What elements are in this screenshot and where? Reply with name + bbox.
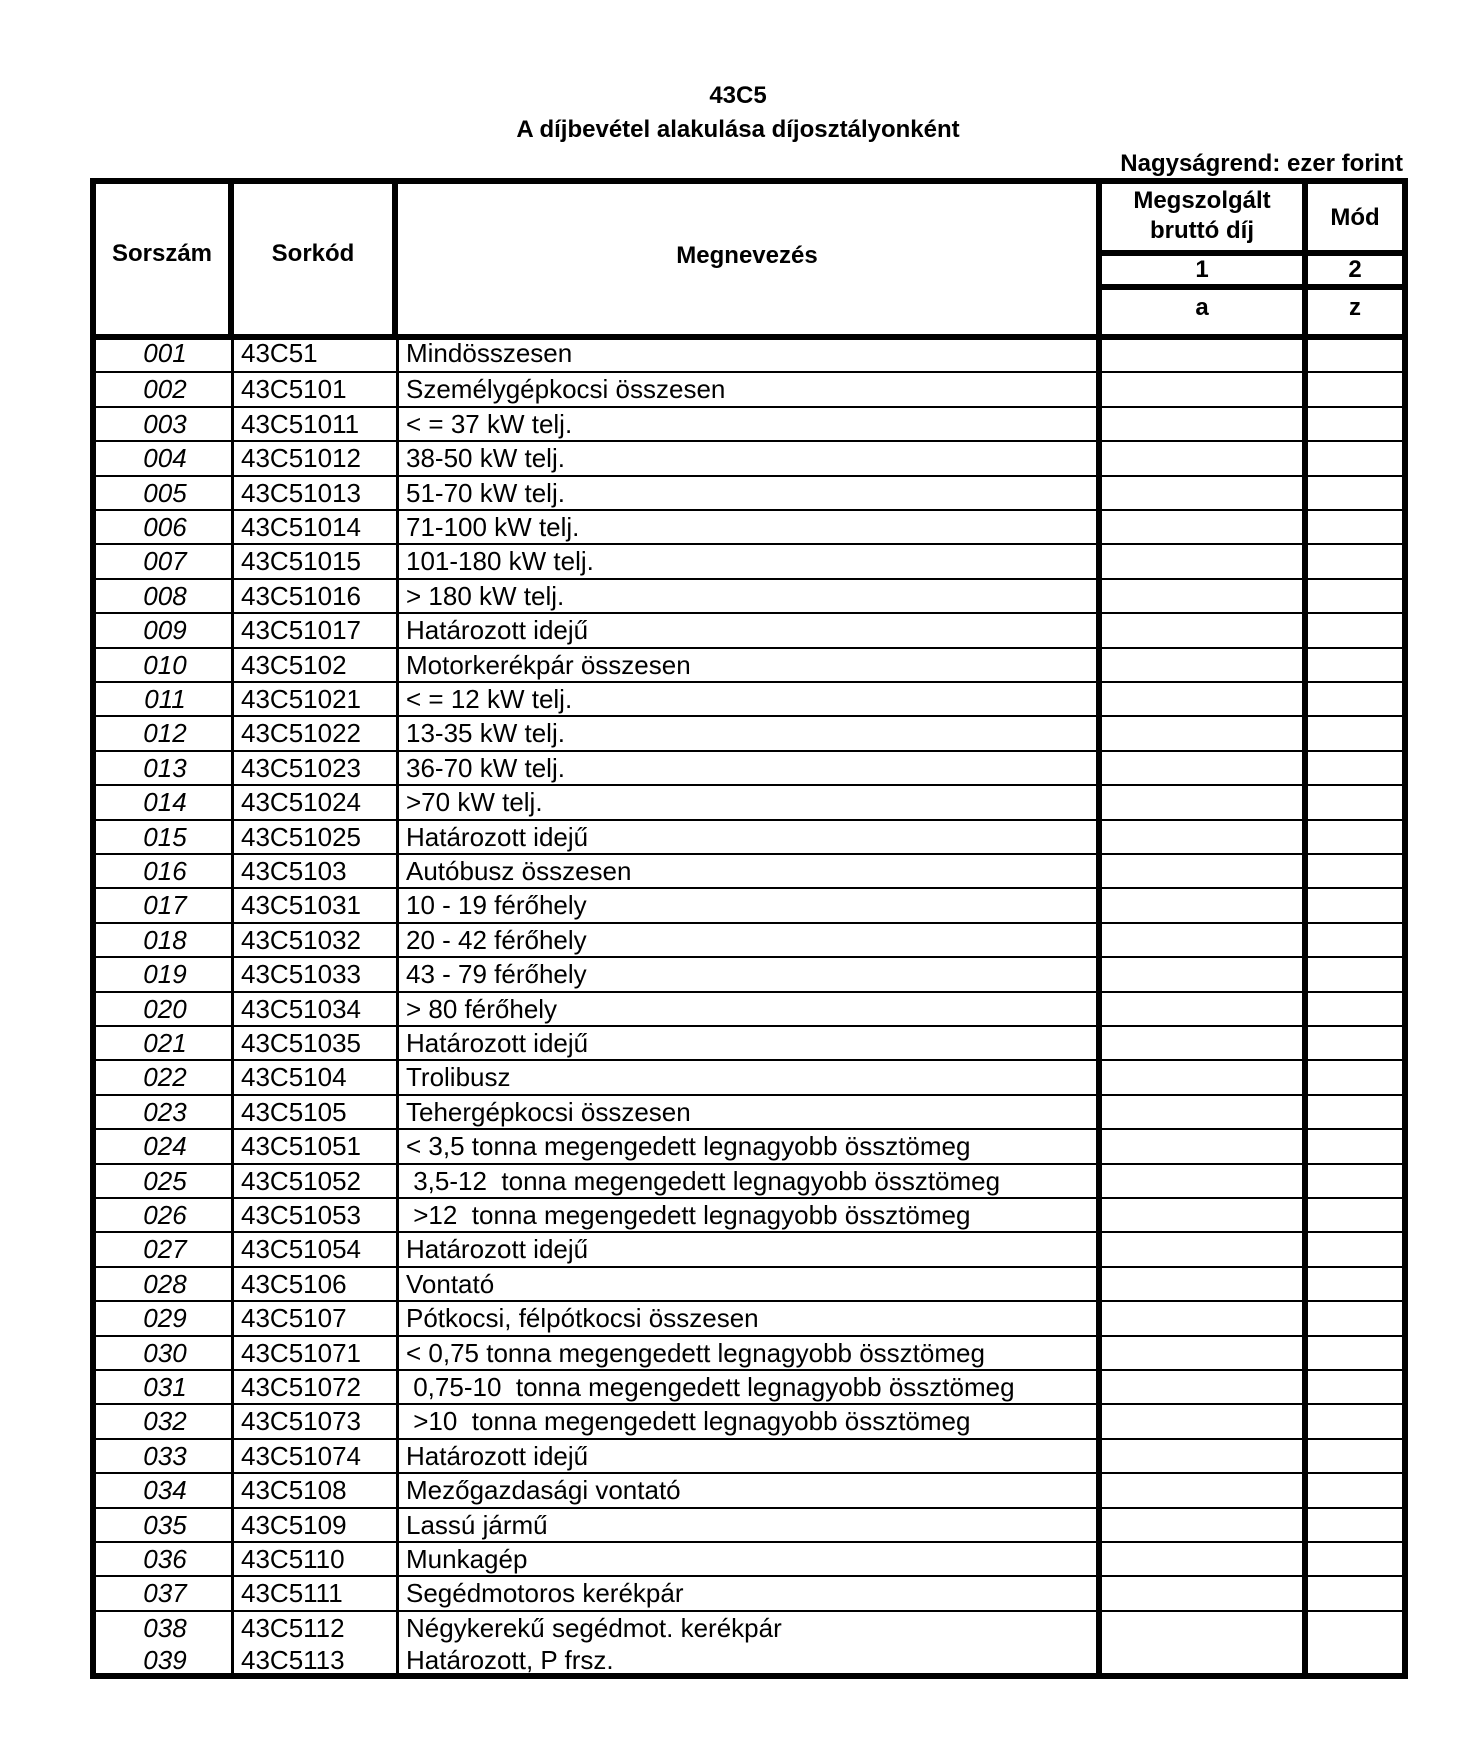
table-row [96, 1059, 1402, 1093]
row-name: Pótkocsi, félpótkocsi összesen [406, 1303, 759, 1334]
row-code: 43C51013 [241, 477, 361, 508]
row-mode-cell[interactable] [1308, 1509, 1402, 1541]
row-mode-cell[interactable] [1308, 408, 1402, 440]
row-mode-cell[interactable] [1308, 1302, 1402, 1334]
row-mode-cell[interactable] [1308, 1130, 1402, 1162]
row-code: 43C51015 [241, 546, 361, 577]
row-code: 43C51052 [241, 1165, 361, 1196]
table-row [96, 578, 1402, 612]
row-mode-cell[interactable] [1308, 1612, 1402, 1644]
row-code: 43C51035 [241, 1028, 361, 1058]
row-value-cell[interactable] [1102, 1302, 1302, 1334]
row-code: 43C5110 [241, 1544, 345, 1574]
row-number: 025 [143, 1165, 187, 1196]
row-mode-cell[interactable] [1308, 1474, 1402, 1506]
row-value-cell[interactable] [1102, 1371, 1302, 1403]
row-number: 014 [143, 787, 187, 818]
table-row [96, 543, 1402, 577]
row-code: 43C51017 [241, 615, 361, 646]
row-code: 43C5103 [241, 856, 347, 886]
row-mode-cell[interactable] [1308, 477, 1402, 509]
row-name: 0,75-10 tonna megengedett legnagyobb össztömeg [406, 1372, 1015, 1402]
table-body [90, 337, 1408, 1679]
row-code: 43C51034 [241, 993, 361, 1024]
row-mode-cell[interactable] [1308, 1405, 1402, 1437]
row-value-cell[interactable] [1102, 442, 1302, 474]
row-name: Határozott idejű [406, 1234, 589, 1265]
table-row [96, 1438, 1402, 1472]
table-row [96, 1094, 1402, 1128]
row-number: 015 [143, 821, 187, 852]
row-value-cell[interactable] [1102, 580, 1302, 612]
table-row [96, 1541, 1402, 1575]
row-name: Határozott, P frsz. [406, 1645, 614, 1676]
row-number: 035 [143, 1509, 187, 1540]
row-number: 005 [143, 477, 187, 508]
row-number: 034 [143, 1475, 187, 1506]
header-col1-title-line1: Megszolgált [1133, 187, 1271, 214]
row-number: 017 [143, 890, 187, 921]
row-name: >70 kW telj. [406, 787, 543, 818]
header-sorkod: Sorkód [271, 240, 355, 267]
row-number: 027 [143, 1234, 187, 1265]
header-col2-letter: z [1349, 294, 1361, 321]
row-name: Határozott idejű [406, 615, 589, 646]
row-mode-cell[interactable] [1308, 442, 1402, 474]
row-mode-cell[interactable] [1308, 889, 1402, 921]
row-code: 43C51021 [241, 684, 361, 714]
table-row [96, 371, 1402, 405]
row-value-cell[interactable] [1102, 477, 1302, 509]
table-row [96, 1610, 1402, 1644]
row-mode-cell[interactable] [1308, 649, 1402, 681]
row-mode-cell[interactable] [1308, 1027, 1402, 1059]
table-row [96, 1266, 1402, 1300]
row-name: Lassú jármű [406, 1509, 548, 1540]
row-number: 031 [143, 1372, 187, 1402]
row-name: 20 - 42 férőhely [406, 924, 587, 955]
row-number: 016 [143, 856, 187, 886]
row-mode-cell[interactable] [1308, 511, 1402, 543]
row-number: 011 [144, 684, 186, 714]
row-code: 43C51073 [241, 1406, 361, 1437]
row-value-cell[interactable] [1102, 924, 1302, 956]
row-name: 36-70 kW telj. [406, 752, 565, 783]
row-number: 033 [143, 1440, 187, 1471]
row-mode-cell[interactable] [1308, 1371, 1402, 1403]
row-code: 43C51016 [241, 580, 361, 611]
table-header [90, 178, 1408, 340]
row-value-cell[interactable] [1102, 373, 1302, 405]
row-value-cell[interactable] [1102, 337, 1302, 371]
header-sorszam: Sorszám [111, 240, 213, 267]
row-code: 43C5112 [241, 1612, 345, 1643]
row-name: Határozott idejű [406, 821, 589, 852]
row-name: Motorkerékpár összesen [406, 649, 691, 680]
row-value-cell[interactable] [1102, 649, 1302, 681]
row-value-cell[interactable] [1102, 1509, 1302, 1541]
header-col2-num: 2 [1348, 256, 1362, 283]
row-value-cell[interactable] [1102, 1027, 1302, 1059]
header-col2-title: Mód [1330, 204, 1380, 231]
table-row [96, 1472, 1402, 1506]
row-value-cell[interactable] [1102, 1233, 1302, 1265]
row-code: 43C51025 [241, 821, 361, 852]
row-name: >12 tonna megengedett legnagyobb össztömeg [406, 1200, 971, 1230]
row-name: 10 - 19 férőhely [406, 890, 587, 921]
table-row [96, 1575, 1402, 1609]
row-number: 029 [143, 1303, 187, 1334]
row-code: 43C5111 [241, 1578, 343, 1609]
row-mode-cell[interactable] [1308, 1337, 1402, 1369]
row-value-cell[interactable] [1102, 993, 1302, 1025]
row-mode-cell[interactable] [1308, 545, 1402, 577]
row-number: 006 [143, 512, 187, 542]
row-value-cell[interactable] [1102, 408, 1302, 440]
row-name: Vontató [406, 1268, 495, 1299]
row-mode-cell[interactable] [1308, 717, 1402, 749]
row-value-cell[interactable] [1102, 1543, 1302, 1575]
row-mode-cell[interactable] [1308, 1543, 1402, 1575]
row-name: < 3,5 tonna megengedett legnagyobb össztömeg [406, 1131, 971, 1162]
row-mode-cell[interactable] [1308, 1644, 1402, 1678]
row-code: 43C5102 [241, 649, 347, 680]
row-code: 43C51011 [241, 408, 360, 439]
row-number: 028 [143, 1268, 187, 1299]
row-name: Trolibusz [406, 1062, 511, 1093]
row-number: 032 [143, 1406, 187, 1437]
row-number: 013 [143, 752, 187, 783]
table-row [96, 1163, 1402, 1197]
page-title: A díjbevétel alakulása díjosztályonként [516, 116, 960, 143]
row-code: 43C51072 [241, 1372, 361, 1402]
row-value-cell[interactable] [1102, 1061, 1302, 1093]
table-code: 43C5 [709, 82, 767, 109]
table-row [96, 991, 1402, 1025]
row-value-cell[interactable] [1102, 717, 1302, 749]
row-number: 012 [143, 718, 187, 749]
row-number: 039 [143, 1645, 187, 1676]
row-mode-cell[interactable] [1308, 1061, 1402, 1093]
row-mode-cell[interactable] [1308, 683, 1402, 715]
table-row [96, 1644, 1402, 1678]
table-row [96, 1025, 1402, 1059]
row-value-cell[interactable] [1102, 1612, 1302, 1644]
row-name: Személygépkocsi összesen [406, 374, 726, 405]
row-value-cell[interactable] [1102, 1096, 1302, 1128]
row-value-cell[interactable] [1102, 786, 1302, 818]
row-value-cell[interactable] [1102, 855, 1302, 887]
table-row [96, 853, 1402, 887]
row-name: Határozott idejű [406, 1028, 589, 1058]
row-number: 001 [143, 338, 187, 368]
row-mode-cell[interactable] [1308, 855, 1402, 887]
row-name: > 80 férőhely [406, 993, 558, 1024]
row-name: Mezőgazdasági vontató [406, 1475, 681, 1506]
row-value-cell[interactable] [1102, 1405, 1302, 1437]
row-mode-cell[interactable] [1308, 1577, 1402, 1609]
table-row [96, 612, 1402, 646]
row-number: 022 [143, 1062, 187, 1093]
row-value-cell[interactable] [1102, 821, 1302, 853]
row-code: 43C51022 [241, 718, 361, 749]
row-name: 51-70 kW telj. [406, 477, 565, 508]
row-mode-cell[interactable] [1308, 373, 1402, 405]
row-number: 026 [143, 1200, 187, 1230]
row-name: 3,5-12 tonna megengedett legnagyobb össztömeg [406, 1165, 1001, 1196]
row-code: 43C51054 [241, 1234, 361, 1265]
table-row [96, 1335, 1402, 1369]
row-value-cell[interactable] [1102, 889, 1302, 921]
row-number: 036 [143, 1544, 187, 1574]
table-row [96, 1300, 1402, 1334]
table-row [96, 1231, 1402, 1265]
row-code: 43C5109 [241, 1509, 347, 1540]
table-row [96, 1507, 1402, 1541]
row-value-cell[interactable] [1102, 1577, 1302, 1609]
row-mode-cell[interactable] [1308, 993, 1402, 1025]
row-code: 43C5106 [241, 1268, 347, 1299]
row-code: 43C5113 [241, 1645, 345, 1676]
row-number: 037 [143, 1578, 187, 1609]
row-number: 004 [143, 443, 187, 474]
row-number: 009 [143, 615, 187, 646]
table-row [96, 337, 1402, 371]
row-name: >10 tonna megengedett legnagyobb össztömeg [406, 1406, 971, 1437]
row-number: 018 [143, 924, 187, 955]
table-row [96, 956, 1402, 990]
row-number: 024 [143, 1131, 187, 1162]
row-name: < = 12 kW telj. [406, 684, 573, 714]
row-value-cell[interactable] [1102, 683, 1302, 715]
row-name: Autóbusz összesen [406, 856, 632, 886]
row-number: 019 [143, 959, 187, 990]
row-name: Mindösszesen [406, 338, 573, 368]
table-row [96, 475, 1402, 509]
row-value-cell[interactable] [1102, 752, 1302, 784]
row-code: 43C5101 [241, 374, 347, 405]
row-code: 43C5108 [241, 1475, 347, 1506]
row-mode-cell[interactable] [1308, 752, 1402, 784]
row-number: 021 [143, 1028, 187, 1058]
row-name: Munkagép [406, 1544, 528, 1574]
table-row [96, 715, 1402, 749]
row-code: 43C51074 [241, 1440, 361, 1471]
row-code: 43C51 [241, 338, 318, 368]
row-name: 71-100 kW telj. [406, 512, 580, 542]
row-mode-cell[interactable] [1308, 1440, 1402, 1472]
row-number: 020 [143, 993, 187, 1024]
row-value-cell[interactable] [1102, 1474, 1302, 1506]
row-value-cell[interactable] [1102, 1644, 1302, 1678]
row-number: 030 [143, 1337, 187, 1368]
table-row [96, 509, 1402, 543]
row-value-cell[interactable] [1102, 1130, 1302, 1162]
row-code: 43C51071 [241, 1337, 361, 1368]
row-code: 43C5104 [241, 1062, 347, 1093]
row-name: Tehergépkocsi összesen [406, 1096, 691, 1127]
header-col1-title-line2: bruttó díj [1150, 217, 1254, 244]
table-row [96, 647, 1402, 681]
row-value-cell[interactable] [1102, 614, 1302, 646]
row-mode-cell[interactable] [1308, 614, 1402, 646]
row-name: 38-50 kW telj. [406, 443, 565, 474]
row-code: 43C5107 [241, 1303, 347, 1334]
row-mode-cell[interactable] [1308, 958, 1402, 990]
row-value-cell[interactable] [1102, 1199, 1302, 1231]
row-value-cell[interactable] [1102, 958, 1302, 990]
table-row [96, 1128, 1402, 1162]
row-name: 43 - 79 férőhely [406, 959, 587, 990]
row-code: 43C51051 [241, 1131, 361, 1162]
row-number: 038 [143, 1612, 187, 1643]
row-code: 43C51053 [241, 1200, 361, 1230]
row-mode-cell[interactable] [1308, 924, 1402, 956]
row-name: < 0,75 tonna megengedett legnagyobb össztömeg [406, 1337, 985, 1368]
table-row [96, 1403, 1402, 1437]
table-row [96, 406, 1402, 440]
row-mode-cell[interactable] [1308, 1233, 1402, 1265]
table-row [96, 1369, 1402, 1403]
row-code: 43C5105 [241, 1096, 347, 1127]
header-col1-letter: a [1195, 294, 1209, 321]
row-mode-cell[interactable] [1308, 821, 1402, 853]
row-name: Segédmotoros kerékpár [406, 1578, 684, 1609]
header-megnevezes: Megnevezés [676, 242, 818, 269]
row-name: > 180 kW telj. [406, 580, 565, 611]
table-row [96, 819, 1402, 853]
row-name: 101-180 kW telj. [406, 546, 594, 577]
row-mode-cell[interactable] [1308, 1268, 1402, 1300]
row-mode-cell[interactable] [1308, 786, 1402, 818]
table-row [96, 440, 1402, 474]
row-name: Négykerekű segédmot. kerékpár [406, 1612, 782, 1643]
table-row [96, 922, 1402, 956]
row-code: 43C51024 [241, 787, 361, 818]
table-row [96, 1197, 1402, 1231]
row-mode-cell[interactable] [1308, 580, 1402, 612]
row-code: 43C51033 [241, 959, 361, 990]
row-mode-cell[interactable] [1308, 1096, 1402, 1128]
table-row [96, 887, 1402, 921]
row-number: 008 [143, 580, 187, 611]
row-value-cell[interactable] [1102, 545, 1302, 577]
row-number: 010 [143, 649, 187, 680]
row-value-cell[interactable] [1102, 1337, 1302, 1369]
row-name: Határozott idejű [406, 1440, 589, 1471]
row-name: 13-35 kW telj. [406, 718, 565, 749]
row-number: 003 [143, 408, 187, 439]
row-name: < = 37 kW telj. [406, 408, 573, 439]
row-value-cell[interactable] [1102, 1440, 1302, 1472]
row-number: 002 [143, 374, 187, 405]
table-row [96, 750, 1402, 784]
row-code: 43C51031 [241, 890, 361, 921]
table-row [96, 784, 1402, 818]
row-code: 43C51012 [241, 443, 361, 474]
row-value-cell[interactable] [1102, 1165, 1302, 1197]
row-number: 023 [143, 1096, 187, 1127]
row-mode-cell[interactable] [1308, 1199, 1402, 1231]
row-mode-cell[interactable] [1308, 1165, 1402, 1197]
row-code: 43C51032 [241, 924, 361, 955]
row-value-cell[interactable] [1102, 511, 1302, 543]
row-number: 007 [143, 546, 187, 577]
unit-label: Nagyságrend: ezer forint [1120, 150, 1403, 177]
header-col1-title [1102, 186, 1302, 246]
row-code: 43C51023 [241, 752, 361, 783]
row-value-cell[interactable] [1102, 1268, 1302, 1300]
header-col1-num: 1 [1195, 256, 1209, 283]
row-code: 43C51014 [241, 512, 361, 542]
row-mode-cell[interactable] [1308, 337, 1402, 371]
table-row [96, 681, 1402, 715]
